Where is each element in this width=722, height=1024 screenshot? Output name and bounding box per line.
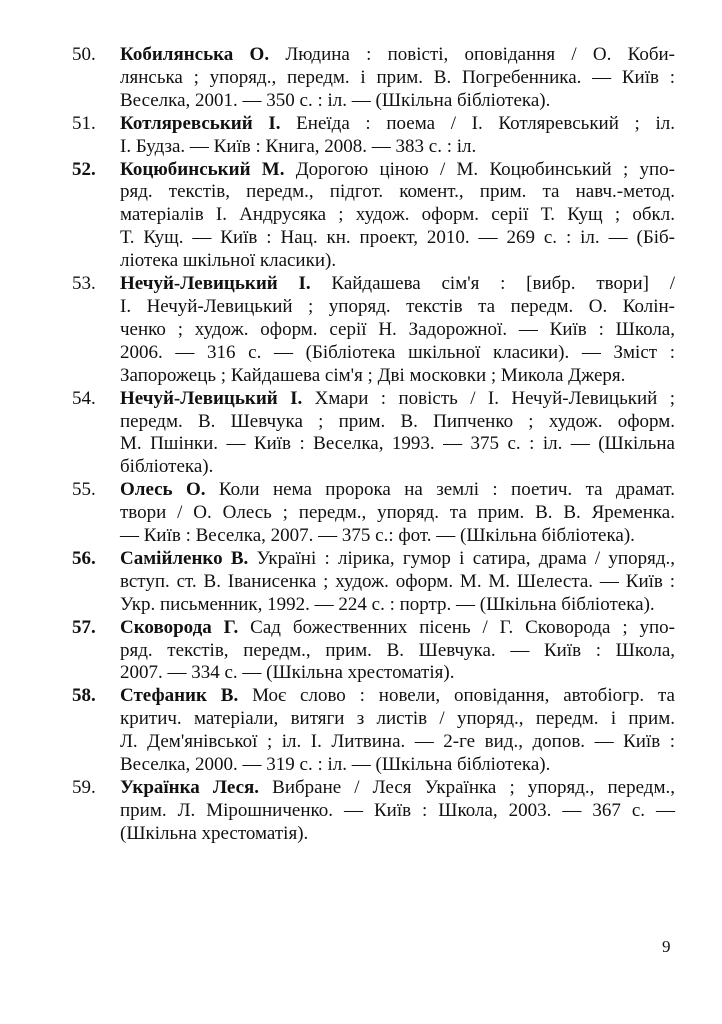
entry-line-text: Укр. письменник, 1992. — 224 с. : портр. — (Шкільна бібліотека). (120, 593, 655, 615)
entry-text (120, 388, 675, 480)
entry-line (120, 204, 675, 227)
entry-line (120, 433, 675, 456)
entry-line (120, 685, 675, 708)
entry-text (120, 159, 675, 274)
entry-line (120, 731, 675, 754)
page-number: 9 (662, 937, 671, 956)
entry-line (120, 296, 675, 319)
entry-line (120, 44, 675, 67)
entry-text (120, 548, 675, 617)
entry-line (120, 800, 675, 823)
entry-line-text: Енеїда : поема / І. Котляревський ; іл. (280, 112, 676, 134)
entry-line-text: І. Будза. — Київ : Книга, 2008. — 383 с. : іл. (120, 135, 477, 157)
bibliography-entry (72, 159, 675, 274)
entry-line-text: — Київ : Веселка, 2007. — 375 с.: фот. — (Шкільна бібліотека). (120, 525, 635, 547)
entry-line-text: Л. Дем'янівської ; іл. І. Литвина. — 2-ге вид., допов. — Київ : (120, 731, 675, 753)
entry-line-text: Вибране / Леся Українка ; упоряд., передм., (259, 777, 675, 798)
entry-author: Олесь О. (120, 479, 206, 501)
entry-author: Коцюбинський М. (120, 158, 285, 180)
entry-number: 50. (72, 44, 96, 65)
entry-line (120, 456, 675, 479)
entry-line-text: Людина : повісті, оповідання / О. Коби- (269, 44, 675, 65)
entry-number: 52. (72, 158, 96, 180)
bibliography-entry (72, 479, 675, 548)
entry-number: 53. (72, 273, 96, 295)
entry-line-text: матеріалів І. Андрусяка ; худож. оформ. серії Т. Кущ ; обкл. (120, 204, 675, 226)
entry-line-text: Хмари : повість / І. Нечуй-Левицький ; (302, 387, 675, 409)
entry-number: 58. (72, 685, 96, 707)
entry-number: 57. (72, 616, 96, 638)
entry-line-text: 2007. — 334 с. — (Шкільна хрестоматія). (120, 662, 455, 684)
entry-line (120, 90, 675, 113)
entry-line-text: ряд. текстів, передм., прим. В. Шевчука. — Київ : Школа, (120, 639, 675, 661)
entry-line-text: Кайдашева сім'я : [вибр. твори] / (310, 273, 675, 295)
entry-line-text: Веселка, 2000. — 319 с. : іл. — (Шкільна бібліотека). (120, 754, 551, 776)
entry-line (120, 113, 675, 136)
entry-text (120, 44, 675, 113)
entry-line (120, 411, 675, 434)
entry-line (120, 227, 675, 250)
entry-author: Нечуй-Левицький І. (120, 273, 311, 295)
entry-line-text: Т. Кущ. — Київ : Нац. кн. проект, 2010. — 269 с. : іл. — (Біб- (120, 227, 675, 249)
entry-line-text: М. Пшінки. — Київ : Веселка, 1993. — 375 с. : іл. — (Шкільна (120, 433, 675, 455)
entry-text (120, 685, 675, 777)
entry-line (120, 571, 675, 594)
entry-line-text: Моє слово : новели, оповідання, автобіогр. та (238, 685, 675, 707)
entry-line (120, 181, 675, 204)
bibliography-list (72, 44, 675, 846)
entry-text (120, 273, 675, 388)
entry-line (120, 777, 675, 800)
entry-line (120, 617, 675, 640)
entry-line (120, 548, 675, 571)
entry-line-text: вступ. ст. В. Іванисенка ; худож. оформ. М. М. Шелеста. — Київ : (120, 570, 675, 592)
entry-line-text: (Шкільна хрестоматія). (120, 822, 309, 844)
entry-line-text: лянська ; упоряд., передм. і прим. В. Погребенника. — Київ : (120, 66, 675, 88)
entry-line (120, 708, 675, 731)
entry-line-text: Дорогою ціною / М. Коцюбинський ; упо- (284, 158, 675, 180)
entry-line-text: ряд. текстів, передм., підгот. комент., прим. та навч.-метод. (120, 181, 675, 203)
entry-line (120, 159, 675, 182)
entry-line (120, 388, 675, 411)
entry-line (120, 67, 675, 90)
entry-line (120, 319, 675, 342)
entry-line-text: Сад божественних пісень / Г. Сковорода ; упо- (238, 616, 676, 638)
bibliography-entry (72, 113, 675, 159)
entry-line-text: ліотека шкільної класики). (120, 250, 337, 272)
entry-text (120, 617, 675, 686)
entry-line (120, 640, 675, 663)
entry-line-text: Україні : лірика, гумор і сатира, драма / упоряд., (248, 547, 675, 569)
entry-author: Котляревський І. (120, 112, 281, 134)
entry-line (120, 502, 675, 525)
bibliography-entry (72, 777, 675, 846)
entry-line (120, 365, 675, 388)
bibliography-entry (72, 44, 675, 113)
entry-number: 56. (72, 547, 96, 569)
entry-line-text: передм. В. Шевчука ; прим. В. Пипченко ; худож. оформ. (120, 410, 675, 432)
entry-line (120, 479, 675, 502)
entry-author: Сковорода Г. (120, 616, 239, 638)
entry-line-text: прим. Л. Мірошниченко. — Київ : Школа, 2003. — 367 с. — (120, 799, 675, 821)
entry-author: Нечуй-Левицький І. (120, 387, 303, 409)
bibliography-entry (72, 548, 675, 617)
entry-line-text: твори / О. Олесь ; передм., упоряд. та прим. В. В. Яременка. (120, 502, 675, 524)
entry-line (120, 823, 675, 846)
entry-line (120, 525, 675, 548)
entry-number: 51. (72, 112, 96, 134)
entry-number: 55. (72, 479, 96, 501)
bibliography-entry (72, 685, 675, 777)
entry-text (120, 113, 675, 159)
entry-author: Самійленко В. (120, 547, 249, 569)
bibliography-entry (72, 617, 675, 686)
entry-line (120, 273, 675, 296)
entry-number: 54. (72, 387, 96, 409)
entry-line (120, 754, 675, 777)
entry-line (120, 342, 675, 365)
entry-author: Стефаник В. (120, 685, 239, 707)
entry-line-text: 2006. — 316 с. — (Бібліотека шкільної класики). — Зміст : (120, 341, 675, 363)
bibliography-entry (72, 273, 675, 388)
entry-line-text: ченко ; худож. оформ. серії Н. Задорожної. — Київ : Школа, (120, 318, 675, 340)
entry-number: 59. (72, 777, 96, 798)
entry-line-text: І. Нечуй-Левицький ; упоряд. текстів та передм. О. Колін- (120, 295, 675, 317)
entry-text (120, 479, 675, 548)
entry-line (120, 662, 675, 685)
entry-author: Українка Леся. (120, 777, 260, 798)
entry-line (120, 594, 675, 617)
entry-line-text: Запорожець ; Кайдашева сім'я ; Дві московки ; Микола Джеря. (120, 364, 626, 386)
entry-line-text: Веселка, 2001. — 350 с. : іл. — (Шкільна бібліотека). (120, 89, 551, 111)
entry-line-text: бібліотека). (120, 456, 214, 478)
entry-line-text: критич. матеріали, витяги з листів / упоряд., передм. і прим. (120, 708, 675, 730)
entry-line-text: Коли нема пророка на землі : поетич. та драмат. (205, 479, 675, 501)
entry-text (120, 777, 675, 846)
entry-line (120, 250, 675, 273)
bibliography-entry (72, 388, 675, 480)
entry-line (120, 136, 675, 159)
entry-author: Кобилянська О. (120, 44, 270, 65)
